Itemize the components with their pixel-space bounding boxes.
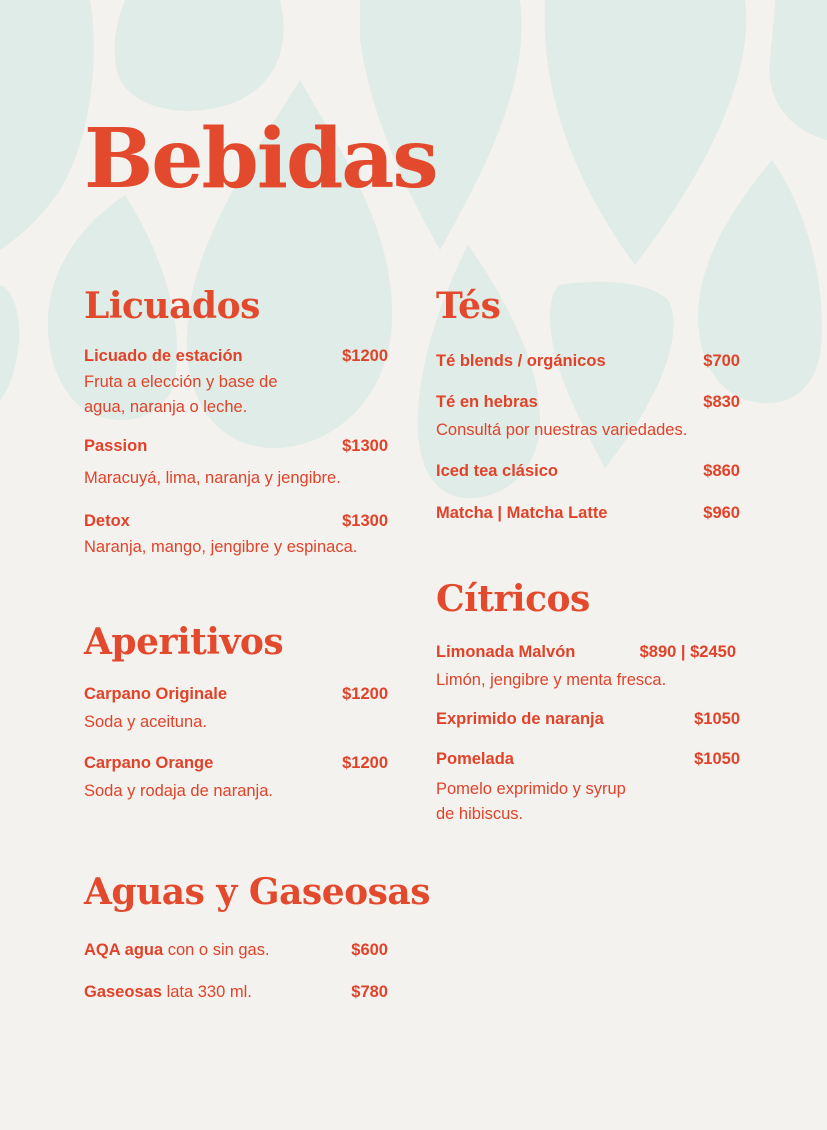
item-description-line: Pomelo exprimido y syrup bbox=[436, 780, 626, 798]
menu-item bbox=[436, 643, 736, 663]
menu-item bbox=[84, 685, 388, 705]
menu-item bbox=[436, 750, 740, 770]
menu-item bbox=[436, 710, 740, 730]
menu-item bbox=[84, 512, 388, 532]
item-price: $1200 bbox=[342, 347, 388, 365]
item-description-line: de hibiscus. bbox=[436, 805, 524, 823]
item-name: Passion bbox=[84, 437, 148, 455]
menu-item bbox=[84, 941, 388, 961]
item-price: $780 bbox=[351, 983, 388, 1001]
menu-item bbox=[436, 504, 740, 524]
section-title-aperitivos: Aperitivos bbox=[84, 621, 284, 663]
section-title-citricos: Cítricos bbox=[436, 578, 590, 620]
item-price: $960 bbox=[703, 504, 740, 522]
item-price: $830 bbox=[703, 393, 740, 411]
item-description: Soda y aceituna. bbox=[84, 713, 207, 731]
item-description-line: Fruta a elección y base de bbox=[84, 373, 278, 391]
menu-item bbox=[436, 393, 740, 413]
menu-item bbox=[84, 754, 388, 774]
item-price: $1200 bbox=[342, 754, 388, 772]
item-name: Limonada Malvón bbox=[436, 643, 576, 661]
item-description: Naranja, mango, jengibre y espinaca. bbox=[84, 538, 358, 556]
item-description bbox=[436, 777, 626, 827]
item-name: Carpano Originale bbox=[84, 685, 228, 703]
item-name: Gaseosas bbox=[84, 983, 162, 1001]
item-name: Matcha | Matcha Latte bbox=[436, 504, 608, 522]
item-name: Carpano Orange bbox=[84, 754, 214, 772]
section-title-aguas: Aguas y Gaseosas bbox=[84, 871, 430, 913]
menu-item bbox=[436, 352, 740, 372]
item-price: $890 | $2450 bbox=[639, 643, 736, 661]
item-price: $1050 bbox=[694, 710, 740, 728]
section-title-licuados: Licuados bbox=[84, 285, 260, 327]
item-name-group bbox=[84, 983, 252, 1003]
item-price: $1200 bbox=[342, 685, 388, 703]
item-name: AQA agua bbox=[84, 941, 164, 959]
item-price: $1300 bbox=[342, 512, 388, 530]
item-name: Té blends / orgánicos bbox=[436, 352, 606, 370]
item-price: $1300 bbox=[342, 437, 388, 455]
item-price: $860 bbox=[703, 462, 740, 480]
item-price: $600 bbox=[351, 941, 388, 959]
item-description: Limón, jengibre y menta fresca. bbox=[436, 671, 667, 689]
item-name: Licuado de estación bbox=[84, 347, 243, 365]
menu-item bbox=[436, 462, 740, 482]
item-name: Iced tea clásico bbox=[436, 462, 558, 480]
item-detail: con o sin gas. bbox=[163, 941, 270, 959]
item-detail: lata 330 ml. bbox=[161, 983, 252, 1001]
item-name: Pomelada bbox=[436, 750, 514, 768]
menu-item bbox=[84, 347, 388, 367]
item-name: Exprimido de naranja bbox=[436, 710, 604, 728]
item-price: $1050 bbox=[694, 750, 740, 768]
section-title-tes: Tés bbox=[436, 285, 501, 327]
item-description-line: agua, naranja o leche. bbox=[84, 398, 248, 416]
item-name-group bbox=[84, 941, 270, 961]
item-description: Soda y rodaja de naranja. bbox=[84, 782, 273, 800]
item-description: Consultá por nuestras variedades. bbox=[436, 421, 688, 439]
item-description: Maracuyá, lima, naranja y jengibre. bbox=[84, 469, 341, 487]
item-name: Detox bbox=[84, 512, 130, 530]
item-description bbox=[84, 370, 278, 420]
page-title: Bebidas bbox=[84, 111, 437, 207]
item-price: $700 bbox=[703, 352, 740, 370]
menu-item bbox=[84, 437, 388, 457]
item-name: Té en hebras bbox=[436, 393, 538, 411]
menu-item bbox=[84, 983, 388, 1003]
